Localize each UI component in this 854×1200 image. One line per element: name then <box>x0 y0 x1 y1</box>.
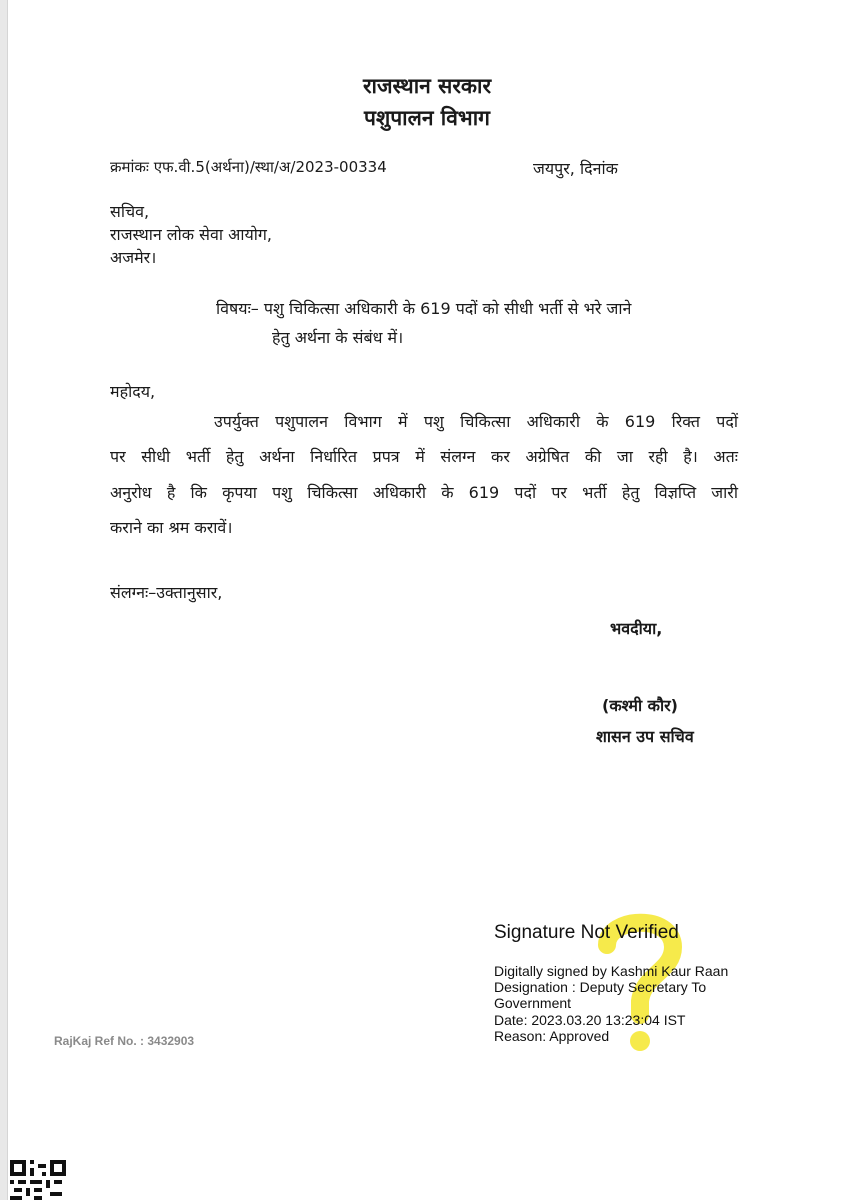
signature-status: Signature Not Verified <box>494 922 679 943</box>
header-department: पशुपालन विभाग <box>364 106 490 130</box>
subject-line-2: हेतु अर्थना के संबंध में। <box>272 328 404 347</box>
subject-line-1: विषयः– पशु चिकित्सा अधिकारी के 619 पदों को सीधी भर्ती से भरे जाने <box>216 299 632 318</box>
body-line-4: कराने का श्रम करावें। <box>110 518 233 537</box>
signatory-name: (कश्मी कौर) <box>602 696 678 715</box>
header-government: राजस्थान सरकार <box>362 74 492 98</box>
qr-code-icon <box>10 1160 66 1200</box>
recipient-line-3: अजमेर। <box>110 248 157 267</box>
signatory-designation: शासन उप सचिव <box>596 727 694 746</box>
body-line-1: उपर्युक्त पशुपालन विभाग में पशु चिकित्सा अधिकारी के 619 रिक्त पदों <box>214 412 738 431</box>
signature-signed-by: Digitally signed by Kashmi Kaur Raan <box>494 963 729 979</box>
signature-designation-1: Designation : Deputy Secretary To <box>494 979 707 995</box>
body-line-2: पर सीधी भर्ती हेतु अर्थना निर्धारित प्रपत्र में संलग्न कर अग्रेषित की जा रही है। अतः <box>110 447 738 466</box>
recipient-line-2: राजस्थान लोक सेवा आयोग, <box>110 225 272 244</box>
signature-reason: Reason: Approved <box>494 1028 610 1044</box>
signature-date: Date: 2023.03.20 13:23:04 IST <box>494 1012 686 1028</box>
rajkaj-ref: RajKaj Ref No. : 3432903 <box>54 1034 195 1048</box>
closing-yours: भवदीया, <box>610 619 663 638</box>
signature-designation-2: Government <box>494 995 572 1011</box>
reference-number: क्रमांकः एफ.वी.5(अर्थना)/स्था/अ/2023-00334 <box>110 158 387 176</box>
salutation: महोदय, <box>110 382 156 401</box>
enclosure: संलग्नः–उक्तानुसार, <box>110 583 223 602</box>
recipient-line-1: सचिव, <box>110 202 150 221</box>
body-line-3: अनुरोध है कि कृपया पशु चिकित्सा अधिकारी के 619 पदों पर भर्ती हेतु विज्ञप्ति जारी <box>110 483 738 502</box>
page-left-edge <box>0 0 8 1200</box>
place-date: जयपुर, दिनांक <box>533 159 618 178</box>
